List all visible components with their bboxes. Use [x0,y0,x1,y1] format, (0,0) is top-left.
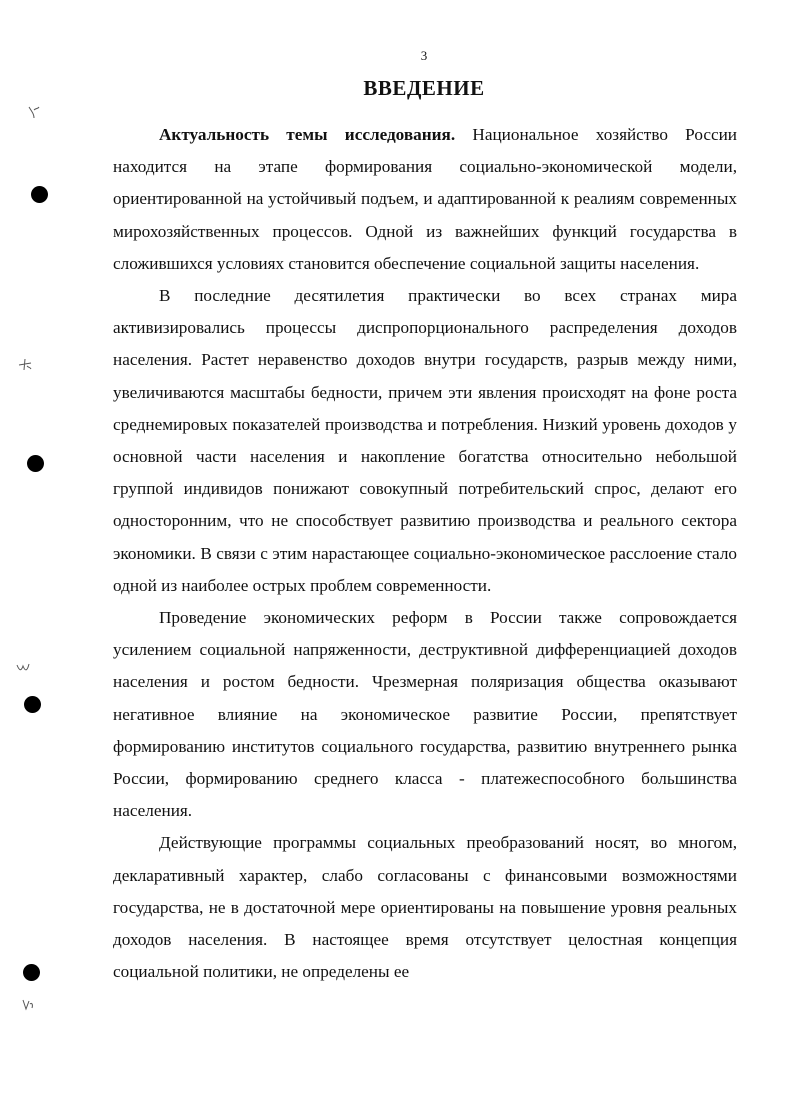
punch-hole [24,696,41,713]
paragraph-2: В последние десятилетия практически во всех странах мира активизировались процессы диспропорционального распределения доходов населения. Растет неравенство доходов внутри государств, разрыв между ними, увеличиваются масштабы бедности, причем эти явления происходят на фоне роста среднемировых показателей производства и потребления. Низкий уровень доходов у основной части населения и накопление богатства относительно небольшой группой индивидов понижают совокупный потребительский спрос, делают его односторонним, что не способствует развитию производства и реального сектора экономики. В связи с этим нарастающее социально-экономическое расслоение стало одной из наиболее острых проблем современности. [113,286,737,595]
page-title: ВВЕДЕНИЕ [363,76,485,100]
paragraph-3: Проведение экономических реформ в России также сопровождается усилением социальной напряженности, деструктивной дифференциацией доходов населения и ростом бедности. Чрезмерная поляризация общества оказывают негативное влияние на экономическое развитие России, препятствует формированию институтов социального государства, развитию внутреннего рынка России, формированию среднего класса - платежеспособного большинства населения. [113,608,737,821]
paragraph-1 [113,119,737,280]
margin-mark-icon [26,104,42,120]
margin-mark-icon [20,996,36,1012]
paragraph-4: Действующие программы социальных преобразований носят, во многом, декларативный характер, слабо согласованы с финансовыми возможностями государства, не в достаточной мере ориентированы на повышение уровня реальных доходов населения. В настоящее время отсутствует целостная концепция социальной политики, не определены ее [113,833,737,982]
margin-mark-icon [17,356,33,372]
page-number: 3 [420,48,428,63]
punch-hole [23,964,40,981]
paragraph-lead: Актуальность темы исследования. [159,125,456,144]
punch-hole [31,186,48,203]
punch-hole [27,455,44,472]
paragraph-text: Национальное хозяйство России находится на этапе формирования социально-экономической модели, ориентированной на устойчивый подъем, и адаптированной к реалиям современных мирохозяйственных процессов. Одной из важнейших функций государства в сложившихся условиях становится обеспечение социальной защиты населения. [113,125,737,273]
body-text [113,119,737,988]
margin-mark-icon [15,660,31,676]
